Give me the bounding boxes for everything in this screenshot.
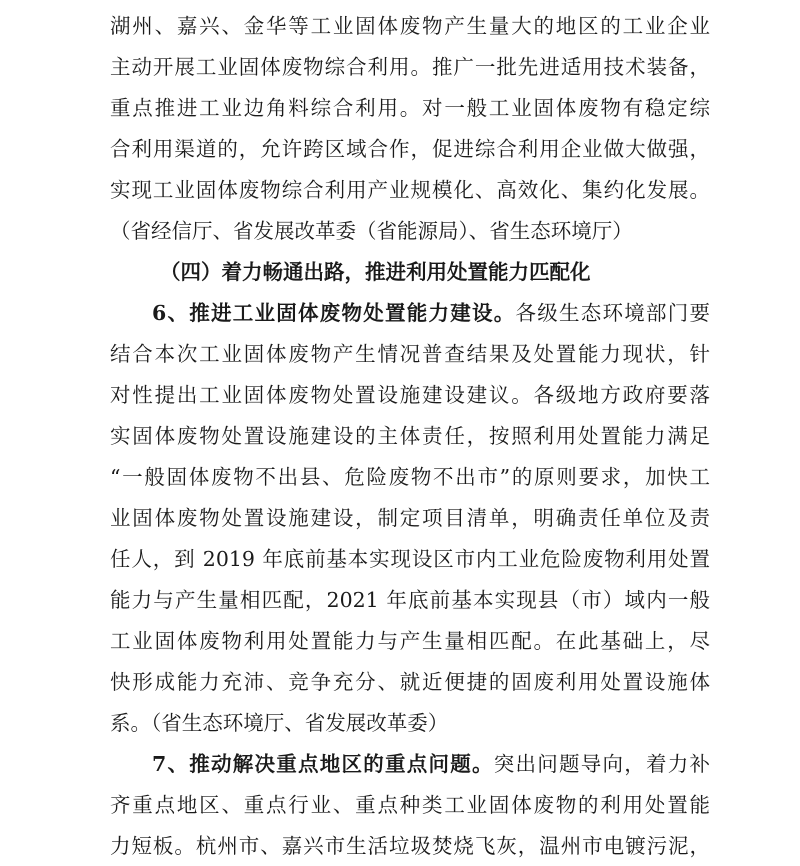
- text-line: 对性提出工业固体废物处置设施建设建议。各级地方政府要落: [110, 383, 710, 407]
- text-line: （省经信厅、省发展改革委（省能源局）、省生态环境厅）: [110, 219, 633, 243]
- text-line: 系。（省生态环境厅、省发展改革委）: [110, 711, 449, 735]
- text-line: 实固体废物处置设施建设的主体责任，按照利用处置能力满足: [110, 424, 710, 448]
- section-heading: （四）着力畅通出路，推进利用处置能力匹配化: [160, 260, 591, 284]
- text-line: 快形成能力充沛、竞争充分、就近便捷的固废利用处置设施体: [110, 670, 710, 694]
- text-line: 力短板。杭州市、嘉兴市生活垃圾焚烧飞灰，温州市电镀污泥，: [110, 834, 710, 858]
- paragraph-first-line: [152, 744, 710, 784]
- item-heading: 7、推动解决重点地区的重点问题。: [152, 752, 494, 776]
- text-line: 齐重点地区、重点行业、重点种类工业固体废物的利用处置能: [110, 793, 710, 817]
- item-heading: 6、推进工业固体废物处置能力建设。: [152, 301, 516, 325]
- text-line: 主动开展工业固体废物综合利用。推广一批先进适用技术装备，: [110, 55, 710, 79]
- text-line: 能力与产生量相匹配，2021 年底前基本实现县（市）域内一般: [110, 588, 710, 612]
- text-line: 合利用渠道的，允许跨区域合作，促进综合利用企业做大做强，: [110, 137, 710, 161]
- text-line: 任人，到 2019 年底前基本实现设区市内工业危险废物利用处置: [110, 547, 710, 571]
- text-run: 各级生态环境部门要: [515, 301, 711, 325]
- paragraph-first-line: [152, 293, 710, 333]
- text-line: 工业固体废物利用处置能力与产生量相匹配。在此基础上，尽: [110, 629, 710, 653]
- text-line: 业固体废物处置设施建设，制定项目清单，明确责任单位及责: [110, 506, 710, 530]
- text-run: 突出问题导向，着力补: [493, 752, 711, 776]
- text-line: 湖州、嘉兴、金华等工业固体废物产生量大的地区的工业企业: [110, 14, 710, 38]
- text-line: “一般固体废物不出县、危险废物不出市”的原则要求，加快工: [110, 465, 710, 489]
- text-line: 结合本次工业固体废物产生情况普查结果及处置能力现状，针: [110, 342, 710, 366]
- text-line: 重点推进工业边角料综合利用。对一般工业固体废物有稳定综: [110, 96, 710, 120]
- text-line: 实现工业固体废物综合利用产业规模化、高效化、集约化发展。: [110, 178, 710, 202]
